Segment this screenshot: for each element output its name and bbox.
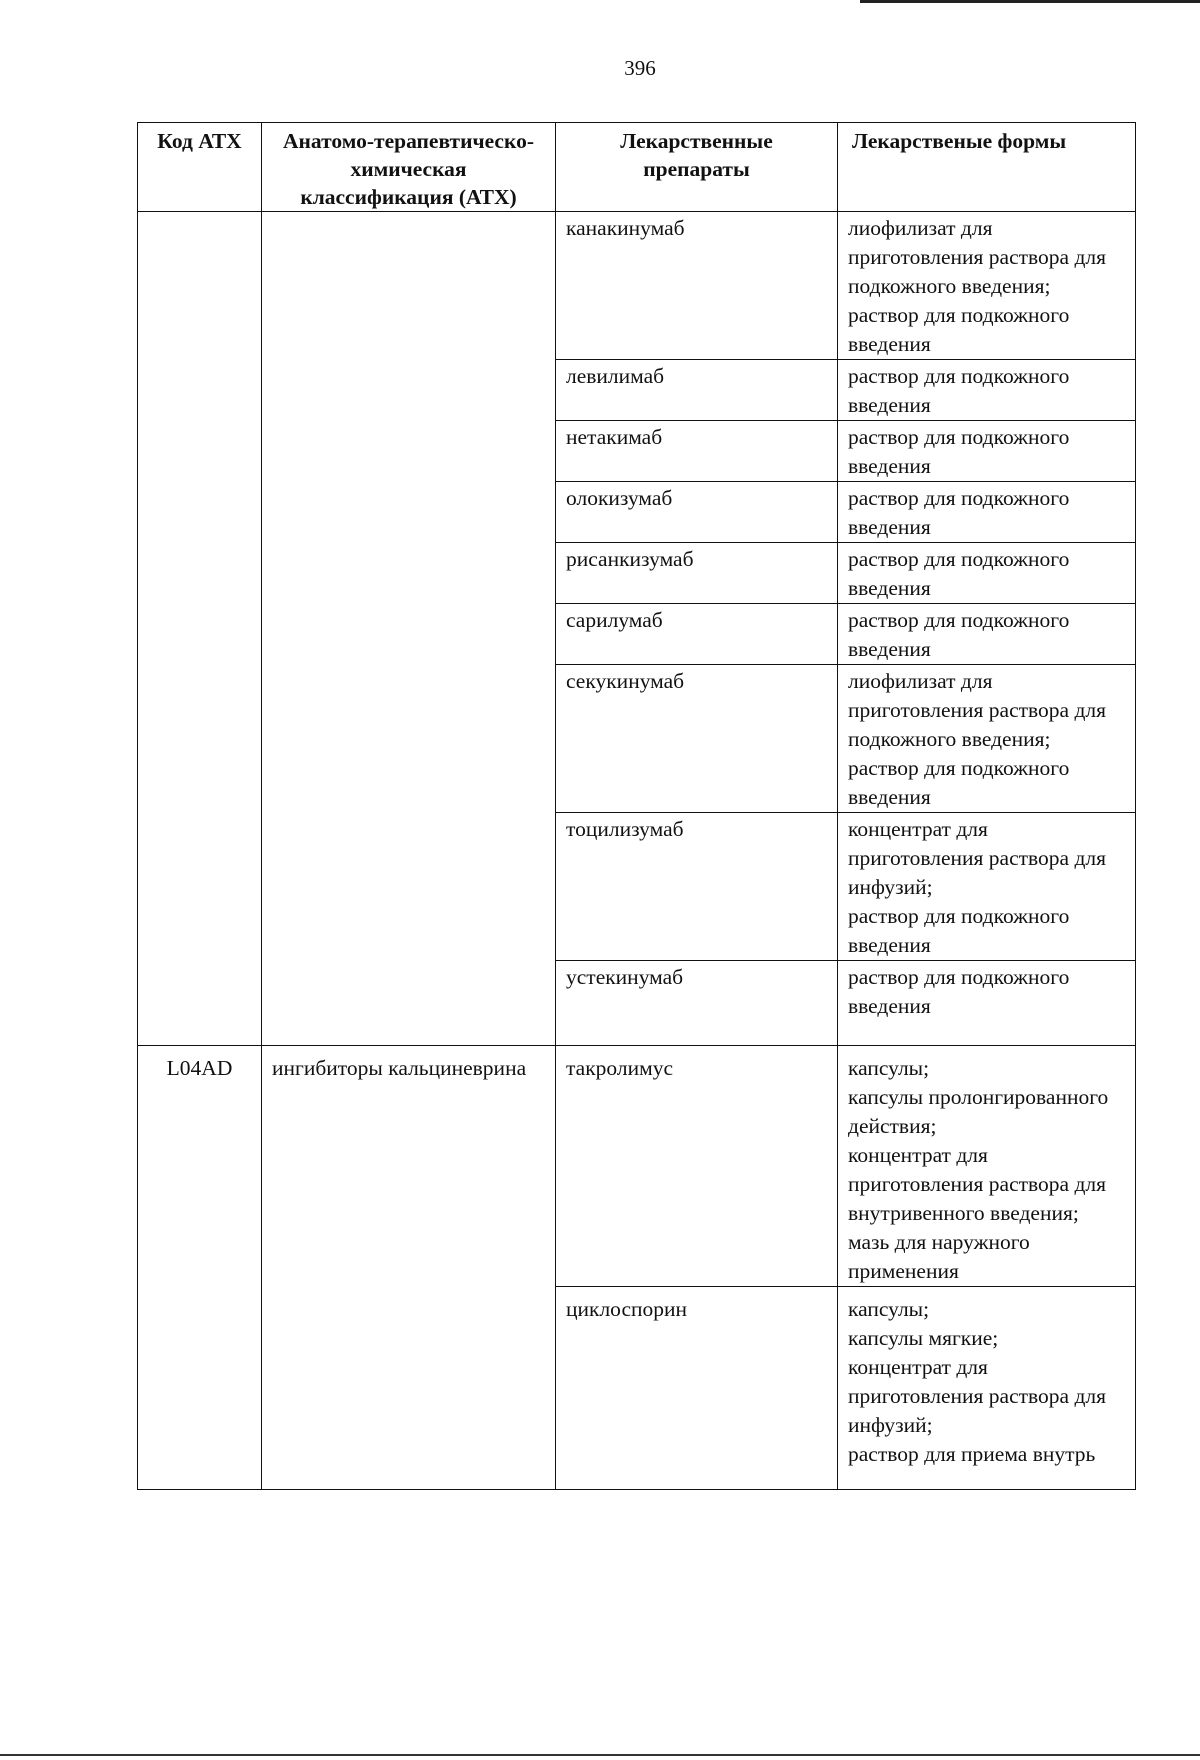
dosage-form: раствор для подкожного введения (848, 425, 1070, 478)
dosage-form: лиофилизат для приготовления раствора для подкожного введения; (848, 216, 1106, 298)
drug-name: секукинумаб (556, 665, 838, 813)
dosage-form: раствор для подкожного введения (848, 364, 1070, 417)
drug-name: тоцилизумаб (556, 813, 838, 961)
dosage-forms (838, 665, 1136, 813)
dosage-form: капсулы; (848, 1297, 930, 1321)
dosage-forms (838, 360, 1136, 421)
table-header-row (138, 123, 1136, 212)
dosage-forms (838, 212, 1136, 360)
atc-code: L04AD (138, 1046, 262, 1490)
header-dosage-forms: Лекарственые формы (838, 123, 1136, 212)
dosage-forms (838, 1046, 1136, 1287)
dosage-forms (838, 604, 1136, 665)
dosage-form: концентрат для приготовления раствора для инфузий; (848, 1355, 1106, 1437)
drug-name: канакинумаб (556, 212, 838, 360)
dosage-form: раствор для подкожного введения (848, 547, 1070, 600)
drug-name: рисанкизумаб (556, 543, 838, 604)
drug-name: нетакимаб (556, 421, 838, 482)
atc-drug-table (137, 122, 1136, 1490)
table-row (138, 1046, 1136, 1287)
drug-name: олокизумаб (556, 482, 838, 543)
dosage-form: раствор для подкожного введения (848, 486, 1070, 539)
drug-name: циклоспорин (556, 1287, 838, 1490)
dosage-form: раствор для подкожного введения (848, 303, 1070, 356)
table-row (138, 212, 1136, 360)
dosage-form: концентрат для приготовления раствора для внутривенного введения; (848, 1143, 1106, 1225)
table-body (138, 212, 1136, 1490)
dosage-form: концентрат для приготовления раствора для инфузий; (848, 817, 1106, 899)
dosage-forms (838, 1287, 1136, 1490)
dosage-forms (838, 961, 1136, 1046)
scan-bottom-rule (0, 1754, 1200, 1756)
code-cell-empty (138, 212, 262, 1046)
scan-top-rule (860, 0, 1200, 3)
drug-name: левилимаб (556, 360, 838, 421)
dosage-forms (838, 543, 1136, 604)
header-atc-code: Код АТХ (138, 123, 262, 212)
atc-classification: ингибиторы кальциневрина (262, 1046, 556, 1490)
page-number: 396 (624, 56, 656, 80)
dosage-form: капсулы; (848, 1056, 930, 1080)
dosage-form: мазь для наружного применения (848, 1230, 1030, 1283)
dosage-form: раствор для приема внутрь (848, 1442, 1096, 1466)
dosage-forms (838, 482, 1136, 543)
header-drugs: Лекарственные препараты (556, 123, 838, 212)
dosage-form: раствор для подкожного введения (848, 965, 1070, 1018)
dosage-form: капсулы пролонгированного действия; (848, 1085, 1109, 1138)
drug-name: такролимус (556, 1046, 838, 1287)
dosage-forms (838, 421, 1136, 482)
drug-name: устекинумаб (556, 961, 838, 1046)
dosage-form: раствор для подкожного введения (848, 608, 1070, 661)
dosage-form: капсулы мягкие; (848, 1326, 999, 1350)
dosage-form: лиофилизат для приготовления раствора для подкожного введения; (848, 669, 1106, 751)
dosage-forms (838, 813, 1136, 961)
classification-cell-empty (262, 212, 556, 1046)
dosage-form: раствор для подкожного введения (848, 756, 1070, 809)
header-atc-classification: Анатомо-терапевтическо-химическая классификация (АТХ) (262, 123, 556, 212)
dosage-form: раствор для подкожного введения (848, 904, 1070, 957)
drug-name: сарилумаб (556, 604, 838, 665)
